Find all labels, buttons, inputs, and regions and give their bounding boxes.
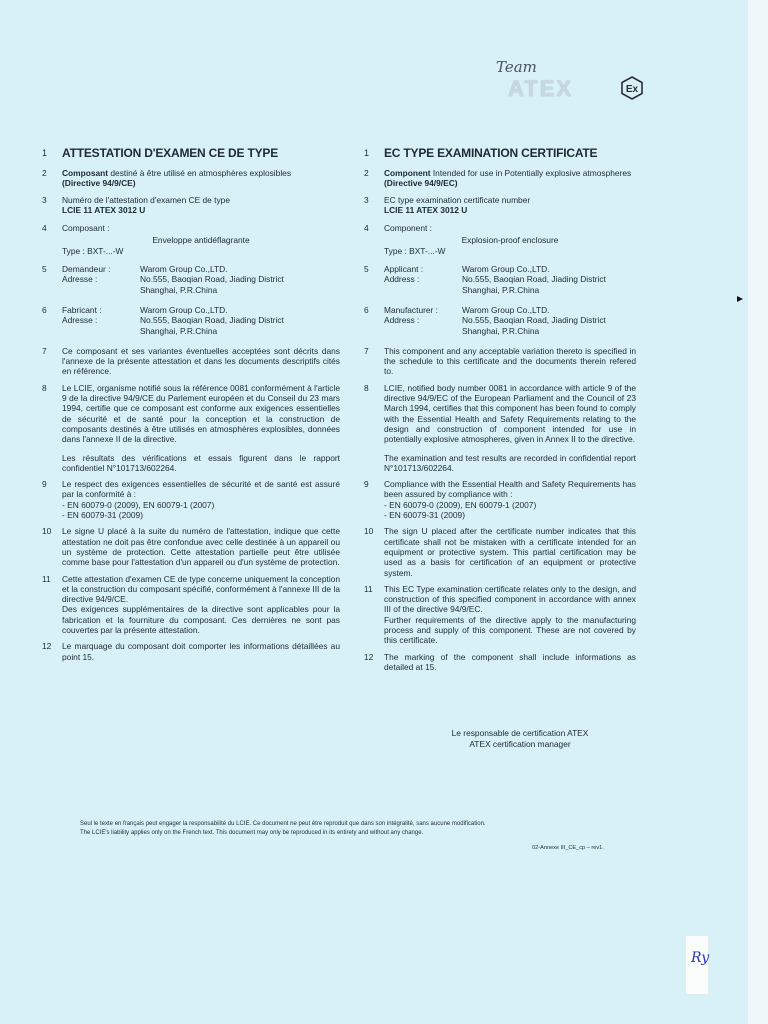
fr-s2-bold: Composant — [62, 168, 109, 178]
en-component-value: Explosion-proof enclosure — [461, 235, 559, 246]
en-section-9 — [364, 479, 636, 520]
fr-num-1: 1 — [42, 148, 48, 158]
fr-num-7: 7 — [42, 345, 47, 356]
en-s2-directive: (Directive 94/9/EC) — [384, 178, 458, 189]
en-num-8: 8 — [364, 382, 369, 393]
en-manufacturer-city: Shanghai, P.R.China — [462, 325, 540, 336]
en-section-1 — [364, 146, 636, 160]
fr-s4-label: Composant : — [62, 223, 110, 234]
document-reference: 02-Annexe III_CE_cp – rev1. — [532, 845, 604, 851]
fr-component-value: Enveloppe antidéflagrante — [152, 235, 250, 246]
fr-s2-text: destiné à être utilisé en atmosphères explosibles — [108, 168, 292, 178]
fr-s11-text-2: Des exigences supplémentaires de la directive sont applicables pour la fabrication et la fourniture du composant. Ces dernières ne sont pas couvertes par la présente attestation. — [62, 604, 340, 635]
en-s4-label: Component : — [384, 223, 432, 234]
en-s9-standard-2: - EN 60079-31 (2009) — [384, 510, 466, 521]
english-column — [364, 146, 636, 672]
en-applicant-key: Applicant : — [384, 264, 424, 275]
fr-manufacturer-address: No.555, Baoqian Road, Jiading District — [140, 315, 284, 326]
en-manufacturer-address-key: Address : — [384, 315, 420, 326]
en-manufacturer-name: Warom Group Co.,LTD. — [462, 304, 550, 315]
footer-line-fr: Seul le texte en français peut engager la responsabilité du LCIE. Ce document ne peut être reproduit que dans son intégralité, sans aucune modification. — [80, 821, 486, 827]
fr-section-11 — [42, 574, 340, 636]
en-component-type: Type : BXT-...-W — [384, 245, 446, 256]
ex-mark-text: Ex — [625, 84, 639, 95]
en-s12-text: The marking of the component shall include informations as detailed at 15. — [384, 651, 636, 672]
en-s9-text: Compliance with the Essential Health and Safety Requirements has been assured by compliance with : — [384, 479, 636, 500]
legal-footer — [80, 820, 640, 837]
en-num-4: 4 — [364, 223, 369, 234]
fr-num-11: 11 — [42, 573, 51, 584]
en-section-11 — [364, 584, 636, 646]
en-num-1: 1 — [364, 148, 370, 158]
fr-section-1 — [42, 146, 340, 160]
en-s9-standard-1: - EN 60079-0 (2009), EN 60079-1 (2007) — [384, 499, 537, 510]
en-num-12: 12 — [364, 651, 374, 662]
en-section-12 — [364, 652, 636, 673]
signer-title-en: ATEX certification manager — [469, 739, 571, 749]
en-num-7: 7 — [364, 345, 369, 356]
fr-s8-text: Le LCIE, organisme notifié sous la référence 0081 conformément à l'article 9 de la directive 94/9/CE du Parlement européen et du Conseil du 23 mars 1994, certifie que ce composant est conforme aux exigences essentielles de sécurité et de santé pour la conception et la construction de composants destinés à être utilisés en atmosphères explosibles, données dans l'annexe II de la directive. — [62, 382, 340, 445]
fr-s7-text: Ce composant et ses variantes éventuelles acceptées sont décrits dans l'annexe de la présente attestation et dans les documents descriptifs cités en référence. — [62, 345, 340, 377]
fr-applicant-address: No.555, Baoqian Road, Jiading District — [140, 274, 284, 285]
logo-word: ATEX — [508, 76, 574, 101]
en-num-9: 9 — [364, 479, 369, 490]
fr-s9-standard-1: - EN 60079-0 (2009), EN 60079-1 (2007) — [62, 499, 215, 510]
fr-section-8 — [42, 383, 340, 473]
fr-num-2: 2 — [42, 168, 47, 178]
en-section-10 — [364, 526, 636, 577]
en-num-6: 6 — [364, 304, 369, 315]
en-applicant-city: Shanghai, P.R.China — [462, 284, 540, 295]
en-certificate-number: LCIE 11 ATEX 3012 U — [384, 204, 468, 215]
fr-s3-label: Numéro de l'attestation d'examen CE de type — [62, 194, 230, 205]
fr-num-3: 3 — [42, 194, 47, 205]
en-num-3: 3 — [364, 194, 369, 205]
fr-num-10: 10 — [42, 526, 52, 537]
footer-line-en: The LCIE's liability applies only on the French text. This document may only be reproduced in its entirety and without any change. — [80, 829, 424, 836]
scan-artifact-mark — [737, 296, 743, 302]
logo-script-text: Team — [496, 58, 537, 76]
en-applicant-address-key: Address : — [384, 274, 420, 285]
en-applicant-name: Warom Group Co.,LTD. — [462, 264, 550, 275]
en-section-2 — [364, 168, 636, 189]
fr-section-9 — [42, 479, 340, 520]
fr-section-3 — [42, 195, 340, 216]
page-edge — [748, 0, 768, 1024]
fr-manufacturer-name: Warom Group Co.,LTD. — [140, 304, 228, 315]
en-num-10: 10 — [364, 526, 374, 537]
certification-manager-block — [400, 728, 640, 750]
signer-title-fr: Le responsable de certification ATEX — [451, 728, 589, 738]
french-column — [42, 146, 340, 662]
en-num-5: 5 — [364, 264, 369, 275]
fr-num-5: 5 — [42, 264, 47, 275]
ex-hexagon-icon — [620, 76, 644, 100]
fr-section-12 — [42, 641, 340, 662]
fr-section-7 — [42, 346, 340, 377]
en-s11-text: This EC Type examination certificate relates only to the design, and construction of this specified component in accordance with annex III of the directive 94/9/EC. — [384, 583, 636, 615]
fr-num-6: 6 — [42, 304, 47, 315]
fr-section-4 — [42, 223, 340, 256]
en-section-6 — [364, 305, 636, 336]
en-applicant-address: No.555, Baoqian Road, Jiading District — [462, 274, 606, 285]
en-section-7 — [364, 346, 636, 377]
fr-section-6 — [42, 305, 340, 336]
fr-num-9: 9 — [42, 479, 47, 490]
en-s11-text-2: Further requirements of the directive apply to the manufacturing process and supply of this component. These are not covered by this certificate. — [384, 614, 636, 646]
fr-manufacturer-city: Shanghai, P.R.China — [140, 325, 218, 336]
en-title: EC TYPE EXAMINATION CERTIFICATE — [384, 146, 598, 160]
en-manufacturer-address: No.555, Baoqian Road, Jiading District — [462, 315, 606, 326]
handwritten-stamp — [686, 936, 708, 994]
team-atex-logo — [488, 58, 648, 104]
fr-num-4: 4 — [42, 223, 47, 234]
en-section-4 — [364, 223, 636, 256]
fr-s9-standard-2: - EN 60079-31 (2009) — [62, 510, 144, 521]
fr-manufacturer-address-key: Adresse : — [62, 315, 98, 326]
en-s7-text: This component and any acceptable variation thereto is specified in the schedule to this certificate and the documents therein refered to. — [384, 345, 636, 377]
fr-applicant-key: Demandeur : — [62, 264, 111, 275]
fr-num-8: 8 — [42, 382, 47, 393]
fr-title: ATTESTATION D'EXAMEN CE DE TYPE — [62, 146, 278, 160]
en-s10-text: The sign U placed after the certificate number indicates that this certificate shall not be mistaken with a certificate intended for an equipment or protective system. This partial certification may be used as a basis for certification of an equipment or protective system. — [384, 526, 636, 578]
fr-s9-text: Le respect des exigences essentielles de sécurité et de santé est assuré par la conformité à : — [62, 479, 340, 500]
fr-s2-directive: (Directive 94/9/CE) — [62, 178, 136, 189]
fr-s8-report: Les résultats des vérifications et essais figurent dans le rapport confidentiel N°101713/602264. — [62, 452, 340, 473]
en-s8-text: LCIE, notified body number 0081 in accordance with article 9 of the directive 94/9/EC of the European Parliament and the Council of 23 March 1994, certifies that this component has been found to comply with the Essential Health and Safety Requirements relating to the design and construction of component intended for use in potentially explosive atmospheres, given in Annex II to the directive. — [384, 382, 636, 445]
fr-manufacturer-key: Fabricant : — [62, 304, 102, 315]
en-section-3 — [364, 195, 636, 216]
fr-component-type: Type : BXT-...-W — [62, 245, 124, 256]
fr-applicant-address-key: Adresse : — [62, 274, 98, 285]
en-s8-report: The examination and test results are recorded in confidential report N°101713/602264. — [384, 452, 636, 473]
fr-s10-text: Le signe U placé à la suite du numéro de l'attestation, indique que cette attestation ne doit pas être confondue avec celle destinée à un appareil ou un système de protection. Cette attestation partielle peut être utilisée comme base pour l'attestation d'un appareil ou d'un système de protection. — [62, 526, 340, 568]
handwritten-initials: Ry — [691, 950, 710, 966]
fr-section-2 — [42, 168, 340, 189]
fr-num-12: 12 — [42, 641, 52, 652]
en-section-8 — [364, 383, 636, 473]
fr-applicant-name: Warom Group Co.,LTD. — [140, 264, 228, 275]
fr-section-5 — [42, 264, 340, 295]
en-s2-bold: Component — [384, 168, 431, 178]
fr-certificate-number: LCIE 11 ATEX 3012 U — [62, 204, 146, 215]
en-num-2: 2 — [364, 168, 369, 178]
en-section-5 — [364, 264, 636, 295]
fr-s12-text: Le marquage du composant doit comporter les informations détaillées au point 15. — [62, 641, 340, 662]
fr-section-10 — [42, 526, 340, 567]
en-s3-label: EC type examination certificate number — [384, 194, 531, 205]
en-s2-text: Intended for use in Potentially explosive atmospheres — [430, 168, 632, 178]
en-manufacturer-key: Manufacturer : — [384, 304, 438, 315]
fr-applicant-city: Shanghai, P.R.China — [140, 284, 218, 295]
en-num-11: 11 — [364, 583, 373, 594]
fr-s11-text: Cette attestation d'examen CE de type concerne uniquement la conception et la construction du composant spécifié, conformément à l'annexe III de la directive 94/9/CE. — [62, 573, 340, 605]
